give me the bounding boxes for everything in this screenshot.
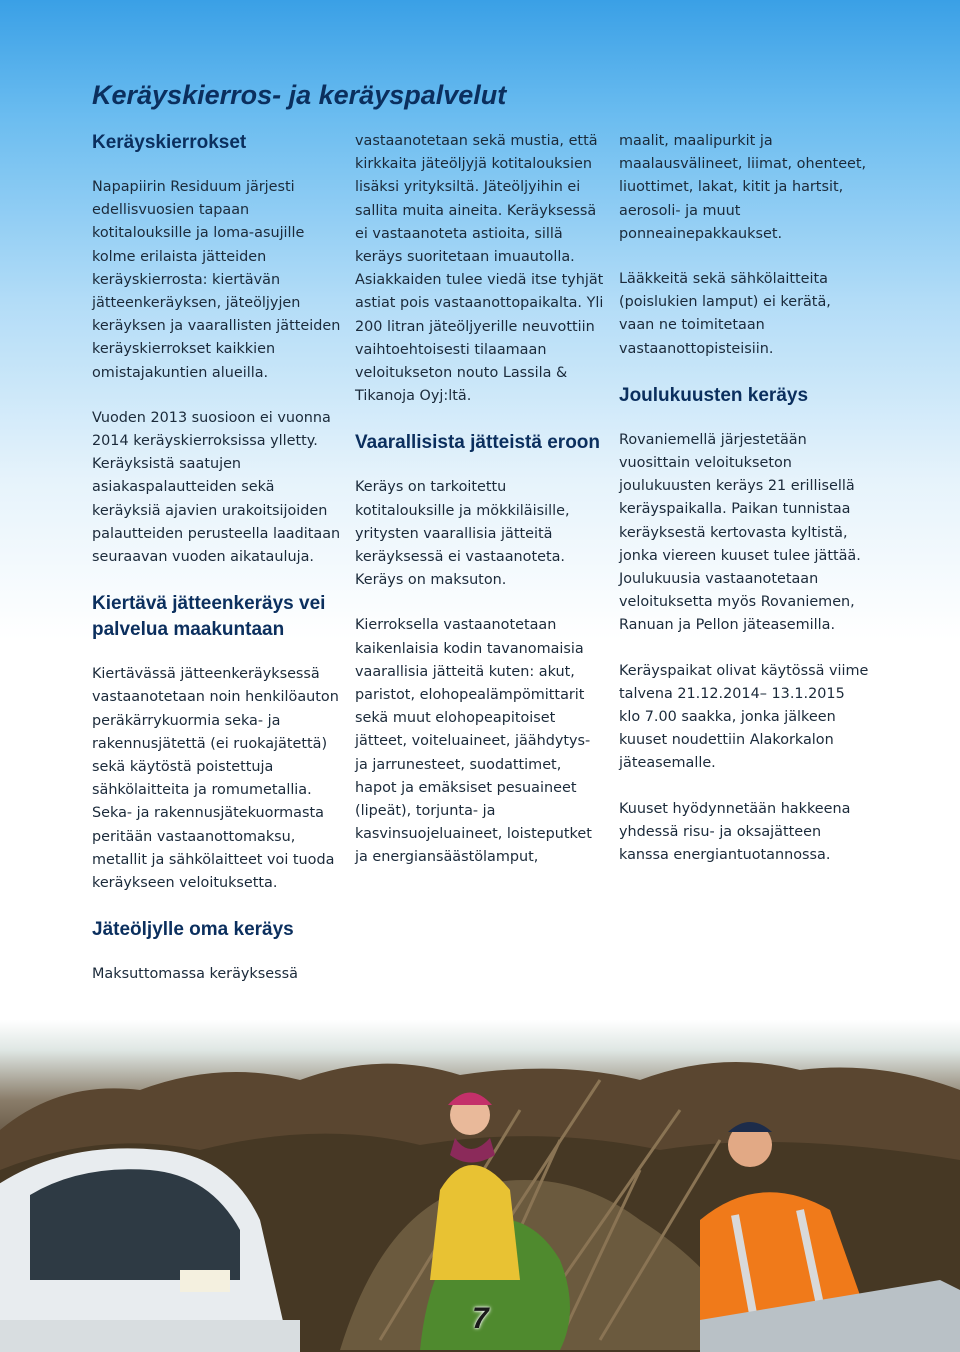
heading-kiertava: Kiertävä jätteenkeräys vei palvelua maakuntaan (92, 593, 326, 641)
column-1 (92, 130, 344, 1008)
sign-icon (180, 1270, 230, 1292)
heading-joulukuusten: Joulukuusten keräys (619, 384, 809, 406)
paragraph: Napapiirin Residuum järjesti edellisvuosien tapaan kotitalouksille ja loma-asujille kolme erilaista jätteiden keräyskierrosta: kiertävän jätteenkeräyksen, jäteöljyjen keräyksen ja vaarallisten jätteiden keräyskierrokset kaikkien omistajakuntien alueilla. (92, 179, 341, 381)
heading-jateoljylle: Jäteöljylle oma keräys (92, 919, 294, 941)
paragraph: Kierroksella vastaanotetaan kaikenlaisia kodin tavanomaisia vaarallisia jätteitä kuten: akut, paristot, elohopealämpömittarit sekä muut elohopeapitoiset jätteet, voiteluaineet, jäähdytys- ja jarrunesteet, suodattimet, hapot ja emäksiset pesuaineet (lipeät), torjunta- ja kasvinsuojeluaineet, loisteputket ja energiansäästölamput, (355, 617, 592, 866)
column-2 (355, 130, 607, 892)
column-3 (619, 130, 869, 889)
page-title: Keräyskierros- ja keräyspalvelut (92, 80, 507, 110)
paragraph: Kuuset hyödynnetään hakkeena yhdessä risu- ja oksajätteen kanssa energiantuotannossa. (619, 800, 851, 864)
paragraph: maalit, maalipurkit ja maalausvälineet, liimat, ohenteet, liuottimet, lakat, kitit ja hartsit, aerosoli- ja muut ponneainepakkaukset. (619, 133, 867, 242)
paragraph: vastaanotetaan sekä mustia, että kirkkaita jäteöljyjä kotitalouksien lisäksi yrityksiltä. Jäteöljyihin ei sallita muita aineita. Keräyksessä ei vastaanoteta astioita, sillä keräys suoritetaan imuautolla. Asiakkaiden tulee viedä itse tyhjät astiat pois vastaanottopaikalta. Yli 200 litran jäteöljyerille neuvottiin vaihtoehtoisesti tilaamaan veloitukseton nouto Lassila & Tikanoja Oyj:ltä. (355, 133, 604, 405)
page-number: 7 (472, 1302, 489, 1335)
paragraph: Kiertävässä jätteenkeräyksessä vastaanotetaan noin henkilöauton peräkärrykuormia seka- ja rakennusjätettä (ei ruokajätettä) sekä käytöstä poistettuja sähkölaitteita ja romumetallia. Seka- ja rakennusjätekuormasta peritään vastaanottomaksu, metallit ja sähkölaitteet voi tuoda keräykseen veloituksetta. (92, 666, 339, 892)
paragraph: Maksuttomassa keräyksessä (92, 966, 298, 983)
paragraph: Rovaniemellä järjestetään vuosittain veloitukseton joulukuusten keräys 21 erillisellä keräyspaikalla. Paikan tunnistaa keräyksestä kertovasta kyltistä, jonka viereen kuuset tulee jättää. Joulukuusia vastaanotetaan veloituksetta myös Rovaniemen, Ranuan ja Pellon jäteasemilla. (619, 431, 861, 634)
paragraph: Lääkkeitä sekä sähkölaitteita (poislukien lamput) ei kerätä, vaan ne toimitetaan vastaanottopisteisiin. (619, 271, 831, 357)
heading-keraykskierrokset: Keräyskierrokset (92, 132, 247, 153)
heading-vaarallisista: Vaarallisista jätteistä eroon (355, 432, 601, 454)
paragraph: Keräyspaikat olivat käytössä viime talvena 21.12.2014– 13.1.2015 klo 7.00 saakka, jonka jälkeen kuuset noudettiin Alakorkalon jäteasemalle. (619, 662, 869, 772)
paragraph: Vuoden 2013 suosioon ei vuonna 2014 keräyskierroksissa ylletty. Keräyksistä saatujen asiakaspalautteiden sekä keräyksiä ajavien urakoitsijoiden palautteiden perusteella laaditaan seuraavan vuoden aikatauluja. (92, 409, 341, 566)
paragraph: Keräys on tarkoitettu kotitalouksille ja mökkiläisille, yritysten vaarallisia jätteitä keräyksessä ei vastaanoteta. Keräys on maksuton. (355, 479, 570, 589)
